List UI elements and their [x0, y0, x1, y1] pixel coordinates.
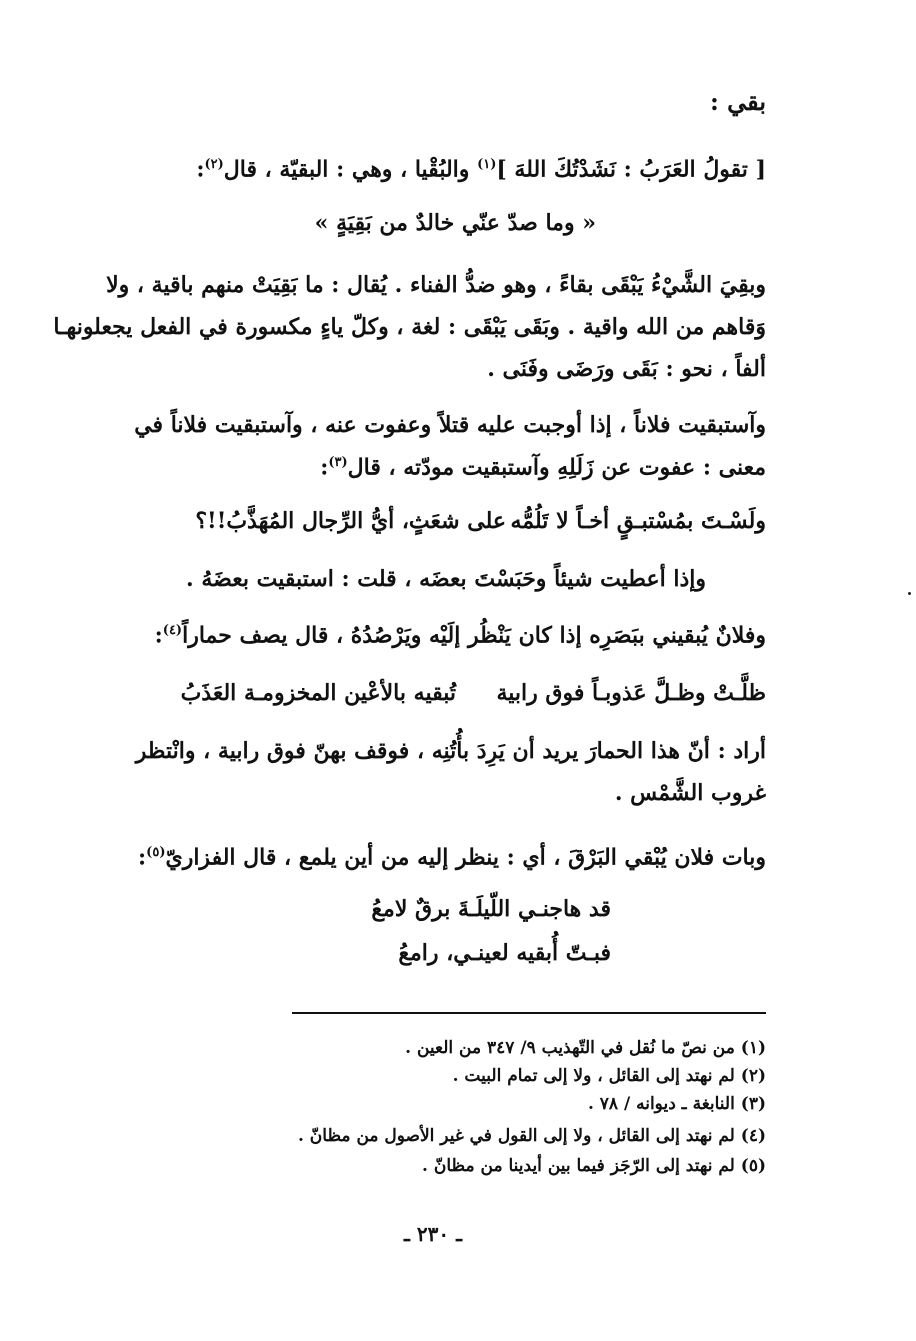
footnote-4: (٤) لم نهتد إلى القائل ، ولا إلى القول في غير الأصول من مظانّ .: [297, 1126, 766, 1146]
footnote-divider: [292, 1012, 766, 1014]
paragraph-5-line-1: أراد : أنّ هذا الحمارَ يريد أن يَرِدَ بأُتُنِه ، فوقف بهنّ فوق رابية ، وانْتظر: [135, 738, 766, 764]
footnote-ref-3: (٣): [328, 455, 348, 470]
paragraph-3: وإذا أعطيت شيئاً وحَبَسْتَ بعضَه ، قلت : استبقيت بعضَهُ .: [186, 566, 706, 592]
rajaz-line-2: فبـتّ أُبقيه لعينـي، رامعُ: [398, 940, 611, 966]
scan-speck: [908, 592, 911, 595]
verse-1-first-hemistich: ولَسْـتَ بمُسْتبـقٍ أخـاً لا تَلُمُّه: [510, 508, 766, 534]
paragraph-1-line-2: وَقاهم من الله واقية . وبَقَى يَبْقَى : لغة ، وكلّ ياءٍ مكسورة في الفعل يجعلونهـا: [53, 314, 766, 340]
paragraph-1-line-1: وبقِيَ الشَّيْءُ يَبْقَى بقاءً ، وهو ضدُّ الفناء . يُقال : ما بَقِيَتْ منهم باقية ، ولا: [106, 272, 766, 298]
footnote-3: (٣) النابغة ـ ديوانه / ٧٨ .: [587, 1094, 766, 1114]
cited-verse-fragment: « وما صدّ عنّي خالدٌ من بَقِيَةٍ »: [314, 210, 596, 236]
verse-1: [195, 510, 766, 532]
page-number: ـ ٢٣٠ ـ: [404, 1222, 462, 1246]
rajaz-line-1: قد هاجنـي اللّيلَـةَ برقٌ لامعُ: [371, 896, 611, 922]
colon: :: [154, 622, 163, 649]
paragraph-1-line-3: ألفاً ، نحو : بَقَى ورَضَى وفَنَى .: [487, 356, 766, 382]
verse-2-second-hemistich: تُبقيه بالأعْين المخزومـة العَذَبُ: [180, 680, 456, 706]
paragraph-4: [154, 622, 766, 649]
quote-line-1: [196, 156, 766, 183]
entry-heading: بقي :: [709, 87, 766, 116]
footnote-2: (٢) لم نهتد إلى القائل ، ولا إلى تمام البيت .: [452, 1066, 766, 1086]
footnote-ref-4: (٤): [162, 623, 183, 638]
verse-2-first-hemistich: ظلَّـتْ وظـلَّ عَذوبـاً فوق رابية: [496, 680, 766, 706]
verse-1-second-hemistich: على شعَثٍ، أيُّ الرِّجال المُهَذَّبُ!!؟: [195, 508, 506, 534]
colon: :: [196, 156, 205, 183]
colon: :: [138, 844, 147, 871]
paragraph-5-line-2: غروب الشَّمْس .: [614, 780, 766, 806]
footnote-1: (١) من نصّ ما نُقل في التّهذيب ٩/ ٣٤٧ من العين .: [405, 1038, 766, 1058]
paragraph-2-line-2: [320, 454, 766, 481]
footnote-ref-1: (١): [477, 157, 497, 172]
colon: :: [320, 454, 329, 481]
footnote-5: (٥) لم نهتد إلى الرّجَز فيما بين أيدينا من مظانّ .: [422, 1156, 766, 1176]
verse-2: [181, 682, 766, 704]
paragraph-6-text: وبات فلان يُبْقي البَرْقَ ، أي : ينظر إليه من أين يلمع ، قال الفزاريّ: [165, 844, 766, 871]
paragraph-4-text: وفلانٌ يُبقيني ببَصَرِه إذا كان يَنْظُر إلَيْه ويَرْصُدُهُ ، قال يصف حماراً: [182, 622, 766, 649]
quote-bracketed: [ تقولُ العَرَبُ : نَشَدْتُكَ اللهَ ]: [496, 156, 766, 183]
paragraph-2-text: معنى : عفوت عن زَلَلِهِ وآستبقيت مودّته ، قال: [347, 454, 766, 481]
paragraph-6: [138, 844, 766, 871]
footnote-ref-2: (٢): [204, 157, 224, 172]
quote-continuation: والبُقْيا ، وهي : البقيّة ، قال: [223, 156, 478, 183]
footnote-ref-5: (٥): [146, 845, 166, 860]
paragraph-2-line-1: وآستبقيت فلاناً ، إذا أوجبت عليه قتلاً وعفوت عنه ، وآستبقيت فلاناً في: [134, 412, 766, 438]
